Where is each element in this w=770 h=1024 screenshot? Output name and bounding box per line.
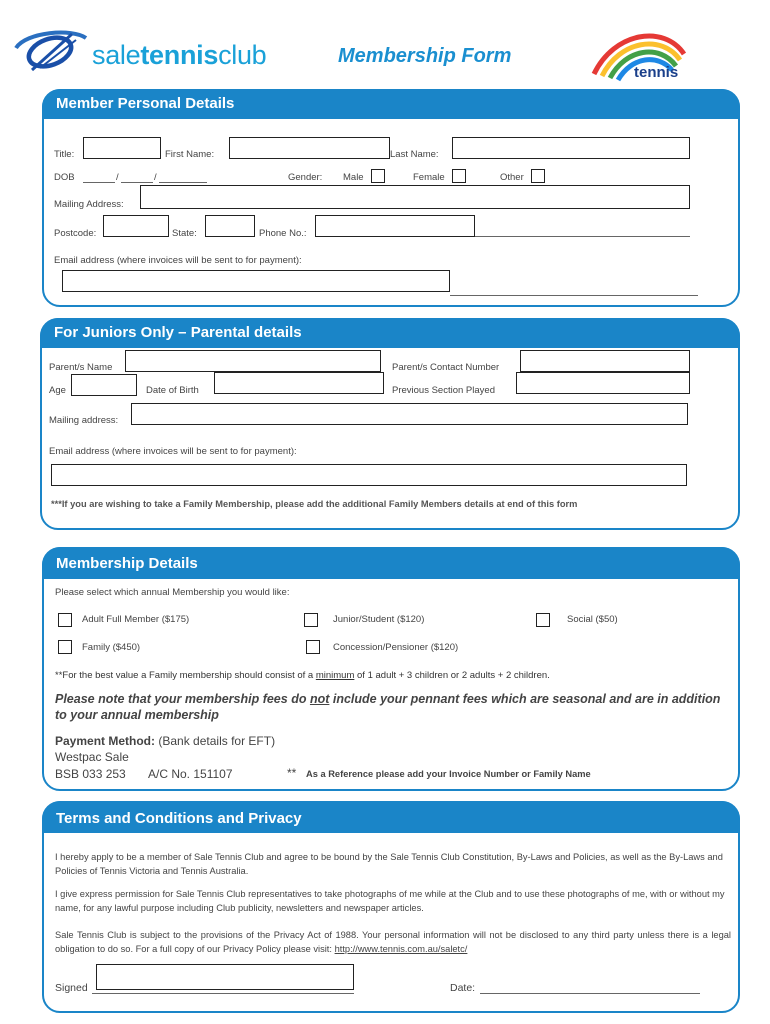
other-checkbox[interactable] bbox=[531, 169, 545, 183]
juniors-heading: For Juniors Only – Parental details bbox=[40, 318, 740, 348]
brand-name: saletennisclub bbox=[92, 40, 267, 70]
bsb-number: BSB 033 253 bbox=[55, 767, 126, 781]
dob-day-line[interactable] bbox=[83, 182, 115, 183]
parent-contact-label: Parent/s Contact Number bbox=[392, 362, 500, 373]
female-checkbox[interactable] bbox=[452, 169, 466, 183]
female-label: Female bbox=[413, 172, 445, 183]
signed-label: Signed bbox=[55, 982, 88, 994]
gender-label: Gender: bbox=[288, 172, 323, 183]
first-name-label: First Name: bbox=[165, 149, 215, 160]
email-label: Email address (where invoices will be sent to for payment): bbox=[54, 255, 302, 266]
family-value-note: **For the best value a Family membership should consist of a minimum of 1 adult + 3 children or 2 adults + 2 children. bbox=[55, 670, 550, 681]
email-extension-line bbox=[450, 295, 698, 296]
signature-field[interactable] bbox=[96, 964, 354, 990]
membership-section bbox=[42, 547, 740, 791]
signature-line bbox=[92, 993, 354, 994]
state-label: State: bbox=[172, 228, 197, 239]
reference-stars: ** bbox=[287, 766, 297, 780]
junior-email-label: Email address (where invoices will be sent to for payment): bbox=[49, 446, 297, 457]
terms-heading: Terms and Conditions and Privacy bbox=[42, 801, 740, 833]
last-name-field[interactable] bbox=[452, 137, 690, 159]
age-field[interactable] bbox=[71, 374, 137, 396]
adult-checkbox[interactable] bbox=[58, 613, 72, 627]
pennant-fees-note: Please note that your membership fees do not include your pennant fees which are seasonal and are in addition to your annual membership bbox=[55, 692, 721, 722]
parent-contact-field[interactable] bbox=[520, 350, 690, 372]
privacy-policy-link[interactable]: http://www.tennis.com.au/saletc/ bbox=[334, 944, 468, 954]
family-membership-note: ***If you are wishing to take a Family Membership, please add the additional Family Members details at end of this form bbox=[51, 499, 578, 509]
male-checkbox[interactable] bbox=[371, 169, 385, 183]
dob-separator: / bbox=[116, 172, 119, 183]
age-label: Age bbox=[49, 385, 66, 396]
title-field[interactable] bbox=[83, 137, 161, 159]
postcode-field[interactable] bbox=[103, 215, 169, 237]
junior-mailing-field[interactable] bbox=[131, 403, 688, 425]
first-name-field[interactable] bbox=[229, 137, 390, 159]
terms-paragraph-membership: I hereby apply to be a member of Sale Tennis Club and agree to be bound by the Sale Tennis Club Constitution, By-Laws and Policies, as well as the By-Laws and Policies of Tennis Victoria and Tennis Australia. bbox=[55, 852, 723, 876]
concession-option-label: Concession/Pensioner ($120) bbox=[333, 642, 459, 653]
bank-name: Westpac Sale bbox=[55, 750, 129, 764]
other-label: Other bbox=[500, 172, 524, 183]
state-field[interactable] bbox=[205, 215, 255, 237]
membership-instruction: Please select which annual Membership you would like: bbox=[55, 587, 290, 598]
membership-heading: Membership Details bbox=[42, 547, 740, 579]
family-option-label: Family ($450) bbox=[82, 642, 141, 653]
family-checkbox[interactable] bbox=[58, 640, 72, 654]
social-checkbox[interactable] bbox=[536, 613, 550, 627]
terms-paragraph-privacy: Sale Tennis Club is subject to the provisions of the Privacy Act of 1988. Your personal information will not be disclosed to any third party unless there is a legal obligation to do so. For a full copy of our Privacy Policy please visit: http://www.tennis.com.au/saletc/ bbox=[55, 930, 731, 954]
social-option-label: Social ($50) bbox=[567, 614, 618, 625]
postcode-label: Postcode: bbox=[54, 228, 97, 239]
terms-paragraph-photographs: I give express permission for Sale Tennis Club representatives to take photographs of me while at the Club and to use these photographs of me, with or without my name, for any lawful purpose including Club publicity, newsletters and newspaper articles. bbox=[55, 889, 725, 913]
phone-extension-line bbox=[475, 236, 690, 237]
date-label: Date: bbox=[450, 982, 476, 994]
date-line[interactable] bbox=[480, 993, 700, 994]
parent-name-field[interactable] bbox=[125, 350, 381, 372]
last-name-label: Last Name: bbox=[390, 149, 439, 160]
tennis-logo-text: tennis bbox=[634, 64, 679, 81]
dob-year-line[interactable] bbox=[159, 182, 207, 183]
concession-checkbox[interactable] bbox=[306, 640, 320, 654]
dob-label: DOB bbox=[54, 172, 75, 183]
account-number: A/C No. 151107 bbox=[148, 767, 233, 781]
member-details-heading: Member Personal Details bbox=[42, 89, 740, 119]
sale-tennis-club-logo-icon bbox=[12, 26, 96, 76]
form-title: Membership Form bbox=[338, 45, 512, 67]
tennis-australia-logo-icon bbox=[584, 24, 690, 88]
junior-mailing-label: Mailing address: bbox=[49, 415, 119, 426]
junior-dob-field[interactable] bbox=[214, 372, 384, 394]
phone-field[interactable] bbox=[315, 215, 475, 237]
phone-label: Phone No.: bbox=[259, 228, 307, 239]
junior-dob-label: Date of Birth bbox=[146, 385, 199, 396]
dob-separator: / bbox=[154, 172, 157, 183]
reference-note: As a Reference please add your Invoice Number or Family Name bbox=[306, 769, 591, 779]
junior-email-field[interactable] bbox=[51, 464, 687, 486]
junior-checkbox[interactable] bbox=[304, 613, 318, 627]
parent-name-label: Parent/s Name bbox=[49, 362, 113, 373]
payment-method: Payment Method: (Bank details for EFT) bbox=[55, 734, 276, 748]
junior-option-label: Junior/Student ($120) bbox=[333, 614, 425, 625]
previous-section-field[interactable] bbox=[516, 372, 690, 394]
mailing-address-field[interactable] bbox=[140, 185, 690, 209]
email-field[interactable] bbox=[62, 270, 450, 292]
title-label: Title: bbox=[54, 149, 75, 160]
dob-month-line[interactable] bbox=[121, 182, 153, 183]
male-label: Male bbox=[343, 172, 364, 183]
mailing-address-label: Mailing Address: bbox=[54, 199, 124, 210]
adult-option-label: Adult Full Member ($175) bbox=[82, 614, 190, 625]
previous-section-label: Previous Section Played bbox=[392, 385, 495, 396]
